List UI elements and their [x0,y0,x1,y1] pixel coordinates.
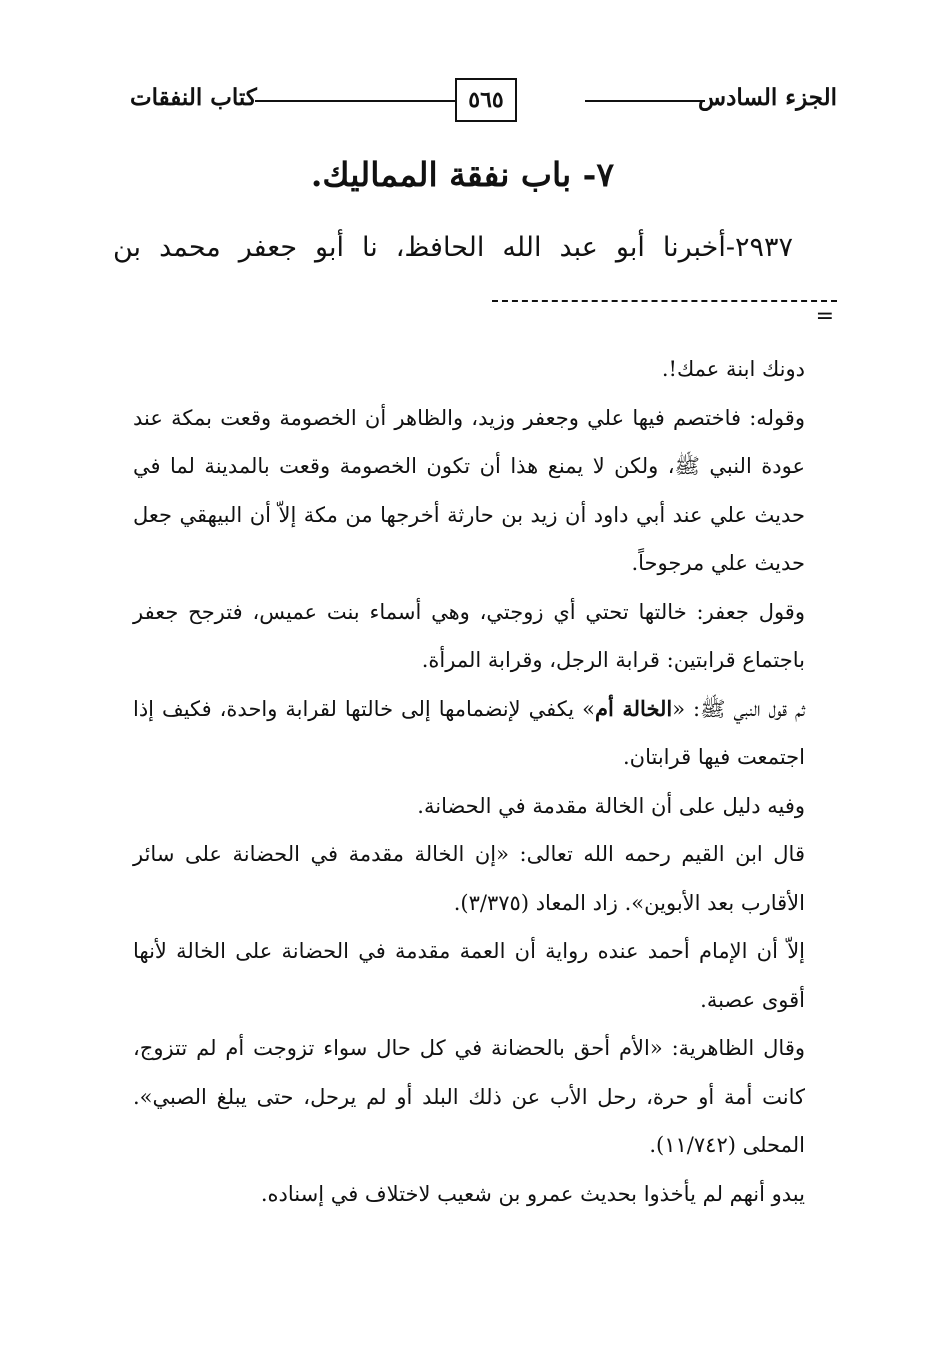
commentary-paragraph: إلاّ أن الإمام أحمد عنده رواية أن العمة مقدمة في الحضانة على الخالة لأنها أقوى عصبة. [133,939,805,1012]
footnote-separator [492,300,837,302]
quote-rest: » يكفي لإنضمامها إلى خالتها لقرابة واحدة، فكيف إذا اجتمعت فيها قرابتان. [133,696,805,769]
quote-intro: ثم قول النبي ﷺ: « [672,696,805,721]
commentary-section [133,345,805,1218]
hadith-text: ٢٩٣٧-أخبرنا أبو عبد الله الحافظ، نا أبو جعفر محمد بن [113,232,793,263]
commentary-paragraph: وقوله: فاختصم فيها علي وجعفر وزيد، والظاهر أن الخصومة وقعت بمكة عند عودة النبي ﷺ، ولكن لا يمنع هذا أن تكون الخصومة وقعت بالمدينة لما في حديث علي عند أبي داود أن زيد بن حارثة أخرجها من مكة إلاّ أن البيهقي جعل حديث علي مرجوحاً. [133,405,806,575]
running-header [130,78,837,124]
chapter-title: ٧- باب نفقة المماليك. [310,155,615,194]
commentary-paragraph: قال ابن القيم رحمه الله تعالى: «إن الخالة مقدمة في الحضانة على سائر الأقارب بعد الأبوين». زاد المعاد (٣/٣٧٥). [133,842,805,915]
commentary-paragraph: وقول جعفر: خالتها تحتي أي زوجتي، وهي أسماء بنت عميس، فترجح جعفر باجتماع قرابتين: قرابة الرجل، وقرابة المرأة. [133,599,805,672]
commentary-paragraph: وفيه دليل على أن الخالة مقدمة في الحضانة. [417,793,805,818]
bold-quote: الخالة أم [594,695,673,721]
page-number-box: ٥٦٥ [455,78,517,122]
header-rule-left [255,100,455,102]
continuation-mark: = [815,304,834,329]
volume-label: الجزء السادس [698,84,837,111]
commentary-paragraph: وقال الظاهرية: «الأم أحق بالحضانة في كل حال سواء تزوجت أم لم تتزوج، كانت أمة أو حرة، رحل الأب عن ذلك البلد أو لم يرحل، حتى يبلغ الصبي». المحلى (١١/٧٤٢). [133,1036,805,1157]
book-label: كتاب النفقات [130,84,257,111]
commentary-paragraph: يبدو أنهم لم يأخذوا بحديث عمرو بن شعيب لاختلاف في إسناده. [260,1181,805,1206]
header-rule-right [585,100,705,102]
commentary-paragraph: دونك ابنة عمك!. [661,357,805,381]
commentary-paragraph [133,685,805,782]
